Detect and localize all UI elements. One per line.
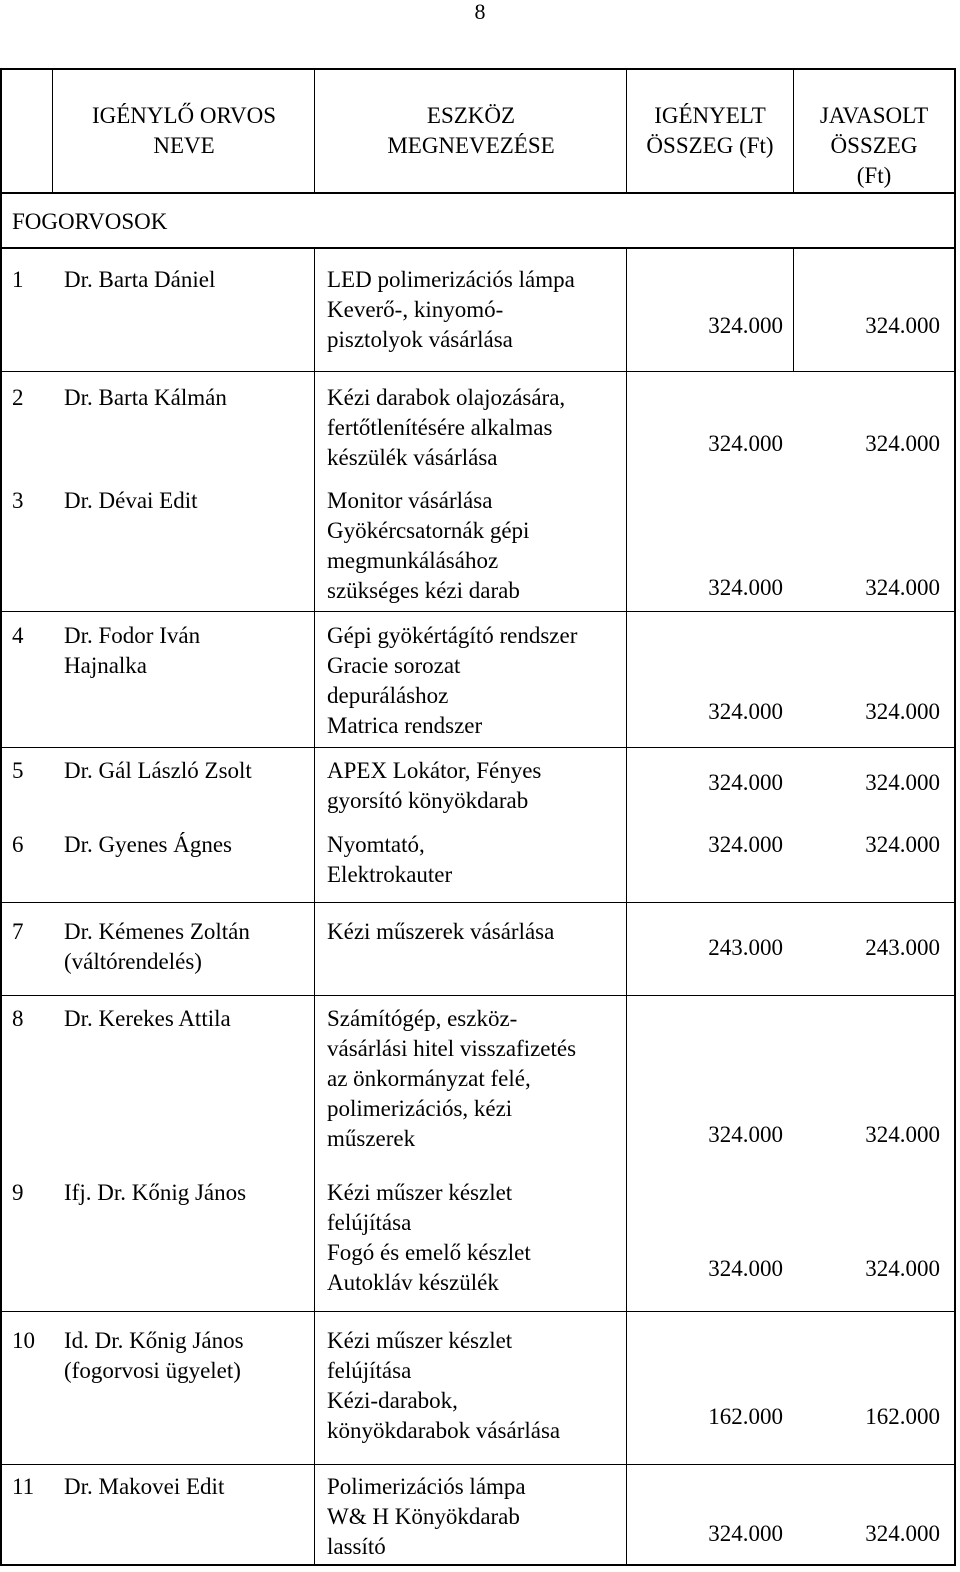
proposed-amount: 324.000 — [865, 832, 940, 857]
proposed-amount: 324.000 — [865, 575, 940, 600]
device-description-line: felújítása — [327, 1210, 412, 1235]
requested-amount: 324.000 — [708, 1521, 783, 1546]
device-description-line: az önkormányzat felé, — [327, 1066, 531, 1091]
doctor-name — [64, 1326, 244, 1386]
section-top-rule — [0, 192, 956, 194]
requested-amount: 243.000 — [708, 935, 783, 960]
requested-amount: 324.000 — [708, 832, 783, 857]
proposed-amount: 324.000 — [865, 1122, 940, 1147]
table-bottom-border — [0, 1564, 956, 1566]
doctor-name — [64, 621, 200, 681]
device-description — [327, 756, 541, 816]
device-description-line: Elektrokauter — [327, 862, 453, 887]
device-description — [327, 1472, 526, 1562]
table-top-border — [0, 68, 956, 70]
doctor-name-line: (váltórendelés) — [64, 949, 202, 974]
header-requested-amount: IGÉNYELT ÖSSZEG (Ft) — [646, 103, 774, 158]
proposed-amount: 243.000 — [865, 935, 940, 960]
doctor-name-line: Hajnalka — [64, 653, 148, 678]
row-number: 5 — [12, 758, 24, 783]
requested-amount: 324.000 — [708, 699, 783, 724]
doctor-name — [64, 383, 227, 413]
doctor-name — [64, 1472, 224, 1502]
device-description-line: Számítógép, eszköz- — [327, 1006, 518, 1031]
device-description — [327, 1326, 560, 1446]
row-divider — [0, 611, 956, 612]
row-divider — [0, 902, 956, 903]
row-number: 3 — [12, 488, 24, 513]
row-number: 7 — [12, 919, 24, 944]
column-divider — [793, 249, 794, 371]
proposed-amount: 324.000 — [865, 313, 940, 338]
row-number: 11 — [12, 1474, 35, 1499]
device-description-line: pisztolyok vásárlása — [327, 327, 513, 352]
device-description-line: polimerizációs, kézi — [327, 1096, 513, 1121]
doctor-name-line: (fogorvosi ügyelet) — [64, 1358, 241, 1383]
device-description — [327, 383, 565, 473]
header-device-name: ESZKÖZ MEGNEVEZÉSE — [387, 103, 555, 158]
table-left-border — [0, 68, 2, 1566]
requested-amount: 324.000 — [708, 431, 783, 456]
doctor-name — [64, 917, 250, 977]
row-number: 2 — [12, 385, 24, 410]
device-description-line: fertőtlenítésére alkalmas — [327, 415, 553, 440]
device-description-line: gyorsító könyökdarab — [327, 788, 529, 813]
device-description-line: lassító — [327, 1534, 386, 1559]
device-description-line: könyökdarabok vásárlása — [327, 1418, 561, 1443]
requested-amount: 324.000 — [708, 313, 783, 338]
doctor-name-line: Dr. Gyenes Ágnes — [64, 832, 232, 857]
device-description — [327, 1004, 576, 1154]
doctor-name-line: Dr. Barta Kálmán — [64, 385, 227, 410]
proposed-amount: 162.000 — [865, 1404, 940, 1429]
doctor-name — [64, 1178, 246, 1208]
requested-amount: 324.000 — [708, 575, 783, 600]
row-number: 8 — [12, 1006, 24, 1031]
header-proposed-amount: JAVASOLT ÖSSZEG (Ft) — [819, 103, 929, 188]
device-description-line: W& H Könyökdarab — [327, 1504, 520, 1529]
row-number: 9 — [12, 1180, 24, 1205]
device-description-line: Kézi műszerek vásárlása — [327, 919, 555, 944]
row-divider — [0, 371, 956, 372]
doctor-name-line: Dr. Fodor Iván — [64, 623, 201, 648]
table-right-border — [954, 68, 956, 1566]
device-description-line: Kézi műszer készlet — [327, 1180, 513, 1205]
doctor-name — [64, 486, 198, 516]
doctor-name-line: Dr. Kémenes Zoltán — [64, 919, 250, 944]
device-description-line: készülék vásárlása — [327, 445, 498, 470]
proposed-amount: 324.000 — [865, 770, 940, 795]
device-description — [327, 917, 554, 947]
device-description-line: Gracie sorozat — [327, 653, 461, 678]
page-number: 8 — [474, 0, 486, 24]
device-description-line: depuráláshoz — [327, 683, 449, 708]
column-divider — [314, 249, 315, 1565]
row-divider — [0, 1311, 956, 1312]
device-description — [327, 265, 575, 355]
device-description-line: Gépi gyökértágító rendszer — [327, 623, 578, 648]
requested-amount: 324.000 — [708, 1122, 783, 1147]
proposed-amount: 324.000 — [865, 1521, 940, 1546]
device-description-line: Fogó és emelő készlet — [327, 1240, 531, 1265]
device-description-line: Kézi műszer készlet — [327, 1328, 513, 1353]
device-description — [327, 1178, 531, 1298]
device-description-line: LED polimerizációs lámpa — [327, 267, 575, 292]
row-number: 10 — [12, 1328, 35, 1353]
device-description-line: szükséges kézi darab — [327, 578, 520, 603]
requested-amount: 162.000 — [708, 1404, 783, 1429]
header-divider — [314, 68, 315, 192]
doctor-name-line: Dr. Gál László Zsolt — [64, 758, 252, 783]
doctor-name — [64, 830, 232, 860]
doctor-name — [64, 756, 252, 786]
doctor-name-line: Dr. Dévai Edit — [64, 488, 198, 513]
section-bottom-rule — [0, 247, 956, 249]
proposed-amount: 324.000 — [865, 431, 940, 456]
row-divider — [0, 995, 956, 996]
device-description-line: Gyökércsatornák gépi — [327, 518, 530, 543]
proposed-amount: 324.000 — [865, 1256, 940, 1281]
device-description-line: Polimerizációs lámpa — [327, 1474, 526, 1499]
device-description-line: Autokláv készülék — [327, 1270, 499, 1295]
row-divider — [0, 1464, 956, 1465]
device-description-line: Keverő-, kinyomó- — [327, 297, 504, 322]
column-divider — [626, 249, 627, 1565]
section-title: FOGORVOSOK — [12, 209, 168, 234]
device-description — [327, 830, 452, 890]
device-description-line: Monitor vásárlása — [327, 488, 493, 513]
device-description-line: Kézi darabok olajozására, — [327, 385, 566, 410]
device-description-line: Nyomtató, — [327, 832, 425, 857]
doctor-name-line: Dr. Kerekes Attila — [64, 1006, 231, 1031]
device-description — [327, 621, 577, 741]
header-divider — [52, 68, 53, 192]
device-description-line: Kézi-darabok, — [327, 1388, 458, 1413]
doctor-name — [64, 265, 215, 295]
header-requesting-doctor: IGÉNYLŐ ORVOS NEVE — [91, 103, 277, 158]
doctor-name-line: Ifj. Dr. Kőnig János — [64, 1180, 247, 1205]
device-description-line: vásárlási hitel visszafizetés — [327, 1036, 577, 1061]
row-number: 4 — [12, 623, 24, 648]
doctor-name-line: Dr. Makovei Edit — [64, 1474, 225, 1499]
doctor-name-line: Id. Dr. Kőnig János — [64, 1328, 244, 1353]
row-divider — [0, 747, 956, 748]
requested-amount: 324.000 — [708, 770, 783, 795]
device-description-line: műszerek — [327, 1126, 416, 1151]
device-description-line: APEX Lokátor, Fényes — [327, 758, 542, 783]
row-number: 6 — [12, 832, 24, 857]
doctor-name-line: Dr. Barta Dániel — [64, 267, 216, 292]
device-description-line: felújítása — [327, 1358, 412, 1383]
device-description — [327, 486, 529, 606]
requested-amount: 324.000 — [708, 1256, 783, 1281]
device-description-line: megmunkálásához — [327, 548, 499, 573]
proposed-amount: 324.000 — [865, 699, 940, 724]
doctor-name — [64, 1004, 231, 1034]
device-description-line: Matrica rendszer — [327, 713, 483, 738]
row-number: 1 — [12, 267, 24, 292]
